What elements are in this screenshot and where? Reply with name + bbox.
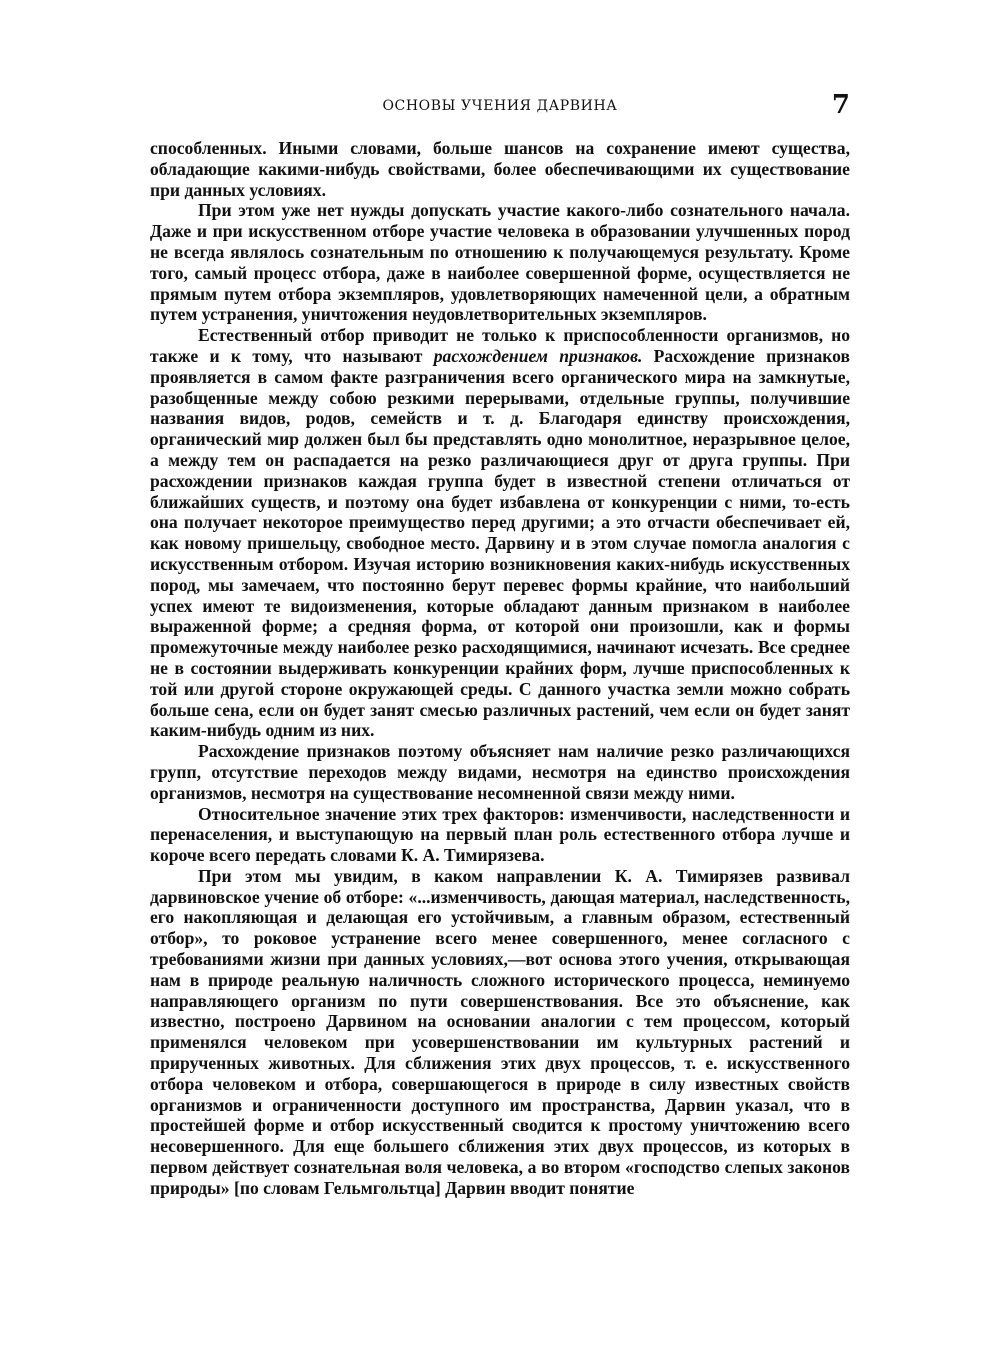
- paragraph-3: [150, 325, 850, 741]
- book-page: [150, 90, 851, 1199]
- body-text: [150, 138, 850, 1199]
- running-head: [150, 90, 850, 126]
- paragraph-3-text-after: Расхождение признаков проявляется в самом факте разграничения всего органического мира на замкнутые, разобщенные между собою резкими перерывами, отдельные группы, получившие названия видов, родов, семейств и т. д. Благодаря единству происхождения, органический мир должен был бы представлять одно монолитное, неразрывное целое, а между тем он распадается на резко различающиеся друг от друга группы. При расхождении признаков каждая группа будет в известной степени отличаться от ближайших существ, и поэтому она будет избавлена от конкуренции с ними, то-есть она получает некоторое преимущество перед другими; а это отчасти обеспечивает ей, как новому пришельцу, свободное место. Дарвину и в этом случае помогла аналогия с искусственным отбором. Изучая историю возникновения каких-нибудь искусственных пород, мы замечаем, что постоянно берут перевес формы крайние, что наибольший успех имеют те видоизменения, которые обладают данным признаком в наиболее выраженной форме; а средняя форма, от которой они произошли, как и формы промежуточные между наиболее резко расходящимися, начинают исчезать. Все среднее не в состоянии выдерживать конкуренции крайних форм, лучше приспособленных к той или другой стороне окружающей среды. С данного участка земли можно собрать больше сена, если он будет занят смесью различных растений, чем если он будет занят каким-нибудь одним из них.: [150, 345, 851, 741]
- page-number: 7: [831, 90, 850, 120]
- paragraph-4: Расхождение признаков поэтому объясняет нам наличие резко различающихся групп, отсутствие переходов между видами, несмотря на единство происхождения организмов, несмотря на существование несомненной связи между ними.: [150, 741, 850, 803]
- paragraph-1: способленных. Иными словами, больше шансов на сохранение имеют существа, обладающие какими-нибудь свойствами, более обеспечивающими их существование при данных условиях.: [150, 138, 850, 200]
- paragraph-2: При этом уже нет нужды допускать участие какого-либо сознательного начала. Даже и при искусственном отборе участие человека в образовании улучшенных пород не всегда являлось сознательным по отношению к получающемуся результату. Кроме того, самый процесс отбора, даже в наиболее совершенной форме, осуществляется не прямым путем отбора экземпляров, удовлетворяющих намеченной цели, а обратным путем устранения, уничтожения неудовлетворительных экземпляров.: [150, 200, 850, 325]
- running-title: ОСНОВЫ УЧЕНИЯ ДАРВИНА: [382, 98, 618, 114]
- paragraph-3-text-before: Естественный отбор приводит не только к приспособленности организмов, но также и к тому, что называют: [150, 325, 850, 366]
- paragraph-5: Относительное значение этих трех факторов: изменчивости, наследственности и перенаселения, и выступающую на первый план роль естественного отбора лучше и короче всего передать словами К. А. Тимирязева.: [150, 803, 850, 866]
- emphasis-divergence-of-characters: расхождением признаков.: [433, 345, 643, 366]
- paragraph-6: При этом мы увидим, в каком направлении К. А. Тимирязев развивал дарвиновское учение об отборе: «...изменчивость, дающая материал, наследственность, его накопляющая и делающая его устойчивым, а главным образом, естественный отбор», то роковое устранение всего менее совершенного, менее согласного с требованиями жизни при данных условиях,—вот основа этого учения, открывающая нам в природе реальную наличность сложного исторического процесса, неминуемо направляющего организм по пути совершенствования. Все это объяснение, как известно, построено Дарвином на основании аналогии с тем процессом, который применялся человеком при усовершенствовании им культурных растений и прирученных животных. Для сближения этих двух процессов, т. е. искусственного отбора человеком и отбора, совершающегося в природе в силу известных свойств организмов и ограниченности доступного им пространства, Дарвин указал, что в простейшей форме и отбор искусственный сводится к простому уничтожению всего несовершенного. Для еще большего сближения этих двух процессов, из которых в первом действует сознательная воля человека, а во втором «господство слепых законов природы» [по словам Гельмгольтца] Дарвин вводит понятие: [150, 865, 850, 1198]
